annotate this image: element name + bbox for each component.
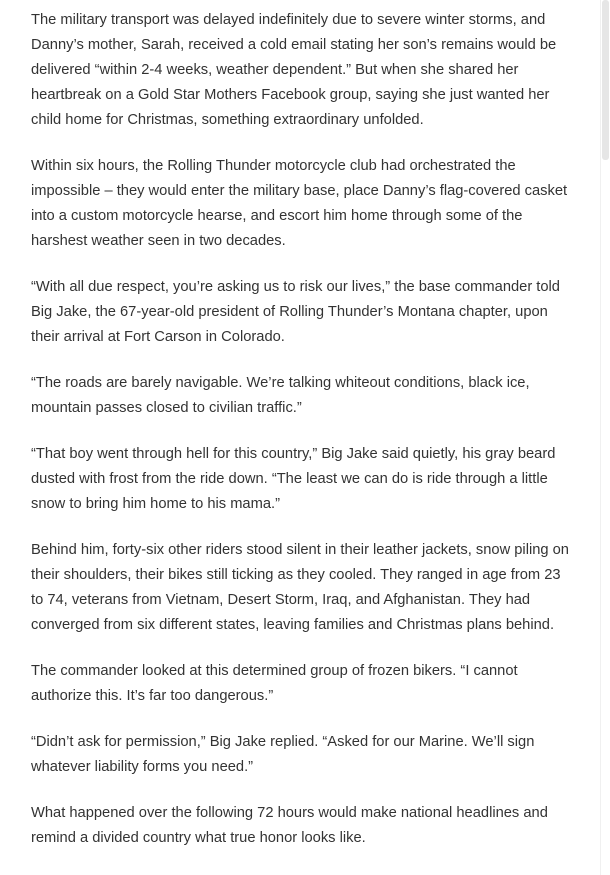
scrollbar-thumb[interactable] [602, 0, 609, 160]
article-paragraph: The military transport was delayed indefinitely due to severe winter storms, and Danny’s mother, Sarah, received a cold email stating her son’s remains would be delivered “within 2-4 weeks, weather dependent.” But when she shared her heartbreak on a Gold Star Mothers Facebook group, saying she just wanted her child home for Christmas, something extraordinary unfolded. [31, 12, 557, 128]
article-paragraph: “With all due respect, you’re asking us to risk our lives,” the base commander told Big Jake, the 67-year-old president of Rolling Thunder’s Montana chapter, upon their arrival at Fort Carson in Colorado. [31, 279, 560, 345]
article-paragraph: What happened over the following 72 hours would make national headlines and remind a divided country what true honor looks like. [31, 805, 548, 846]
vertical-scrollbar[interactable] [600, 0, 610, 875]
article-paragraph: “The roads are barely navigable. We’re talking whiteout conditions, black ice, mountain passes closed to civilian traffic.” [31, 375, 530, 416]
article-paragraph: Within six hours, the Rolling Thunder motorcycle club had orchestrated the impossible – they would enter the military base, place Danny’s flag-covered casket into a custom motorcycle hearse, and escort him home through some of the harshest weather seen in two decades. [31, 158, 568, 249]
article-paragraph: “That boy went through hell for this country,” Big Jake said quietly, his gray beard dusted with frost from the ride down. “The least we can do is ride through a little snow to bring him home to his mama.” [31, 446, 556, 512]
article-body [31, 8, 576, 872]
article-paragraph: The commander looked at this determined group of frozen bikers. “I cannot authorize this. It’s far too dangerous.” [31, 663, 518, 704]
article-paragraph: Behind him, forty-six other riders stood silent in their leather jackets, snow piling on their shoulders, their bikes still ticking as they cooled. They ranged in age from 23 to 74, veterans from Vietnam, Desert Storm, Iraq, and Afghanistan. They had converged from six different states, leaving families and Christmas plans behind. [31, 542, 569, 633]
article-paragraph: “Didn’t ask for permission,” Big Jake replied. “Asked for our Marine. We’ll sign whatever liability forms you need.” [31, 734, 535, 775]
